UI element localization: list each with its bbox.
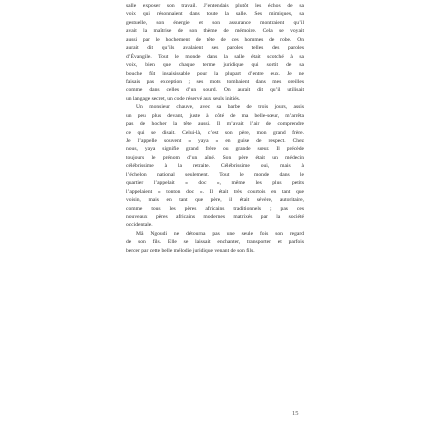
text-line: nouveaux pères africains modernes matrixés par la société xyxy=(126,213,304,220)
text-line: quartier l’appelait « doc », même les plus petits xyxy=(126,180,304,187)
text-line: salle exposer son travail. J’entendais plutôt les échos de sa xyxy=(126,3,304,9)
text-line: aurait dit qu’ils avalaient ses paroles telles des paroles xyxy=(126,45,304,52)
text-line: Je l’appelle souvent « yaya » en guise de respect. Chez xyxy=(126,138,304,144)
text-line: gestuelle, son énergie et son assurance montraient qu’il xyxy=(126,19,304,26)
text-line: l’appelaient « tonton doc ». Il était très courtois en tant que xyxy=(126,188,304,195)
text-line: occidentale. xyxy=(126,222,153,229)
body-text xyxy=(126,2,304,255)
text-line: un langage secret, un code réservé aux seuls initiés. xyxy=(126,95,241,102)
text-line: faisais pas exception ; ses mots tombaient dans mes oreilles xyxy=(126,78,304,85)
text-line: bouche fût insaisissable pour la plupart d’entre eux. Je ne xyxy=(126,70,304,77)
text-line: Mâ Ngoudi ne détourna pas une seule fois son regard xyxy=(136,230,304,237)
text-line: bercer par cette belle mélodie juridique venant de son fils. xyxy=(126,247,255,254)
text-line: avait la maîtrise de son thème de mémoire. Cela se voyait xyxy=(126,28,304,35)
text-line: pas de hocher la tête aussi. Il m’avait l’air de comprendre xyxy=(126,121,304,128)
text-line: de son fils. Elle se laissait enchanter, transporter et parfois xyxy=(126,239,304,246)
text-line: voix, bien que chaque terme juridique qui sortit de sa xyxy=(126,62,304,69)
text-line: l’échelon national seulement. Tout le monde dans le xyxy=(126,171,304,178)
text-line: un peu plus devant, juste à côté de ma belle-sœur, m’arrêta xyxy=(126,112,304,119)
text-line: ce qui se disait. Celui-là, c’est son père, mon grand frère. xyxy=(126,129,304,136)
text-line: célébrissime à la retraite. Célébrissime oui, mais à xyxy=(126,163,304,170)
text-line: comme tous les pères africains traditionnels ; pas ces xyxy=(126,205,304,212)
text-line: d’Évangile. Tout le monde dans la salle était scotché à sa xyxy=(126,53,304,60)
text-line: nous, yaya signifie grand frère ou grande sœur. Il précède xyxy=(126,146,304,153)
text-line: aussi par le hochement de tête de ces hommes de robe. On xyxy=(126,36,304,43)
page-number: 15 xyxy=(292,410,299,417)
text-line: comme dans celles d’un sourd. On aurait dit qu’il utilisait xyxy=(126,87,304,94)
text-line: voisin, mais en tant que père, il était sévère, autoritaire, xyxy=(126,197,304,204)
text-line: toujours le prénom d’un aîné. Son père était un médecin xyxy=(126,154,304,161)
text-line: Un monsieur chauve, avec sa barbe de trois jours, assis xyxy=(136,104,304,111)
text-line: voix qui résonnaient dans toute la salle. Ses mimiques, sa xyxy=(126,11,304,18)
